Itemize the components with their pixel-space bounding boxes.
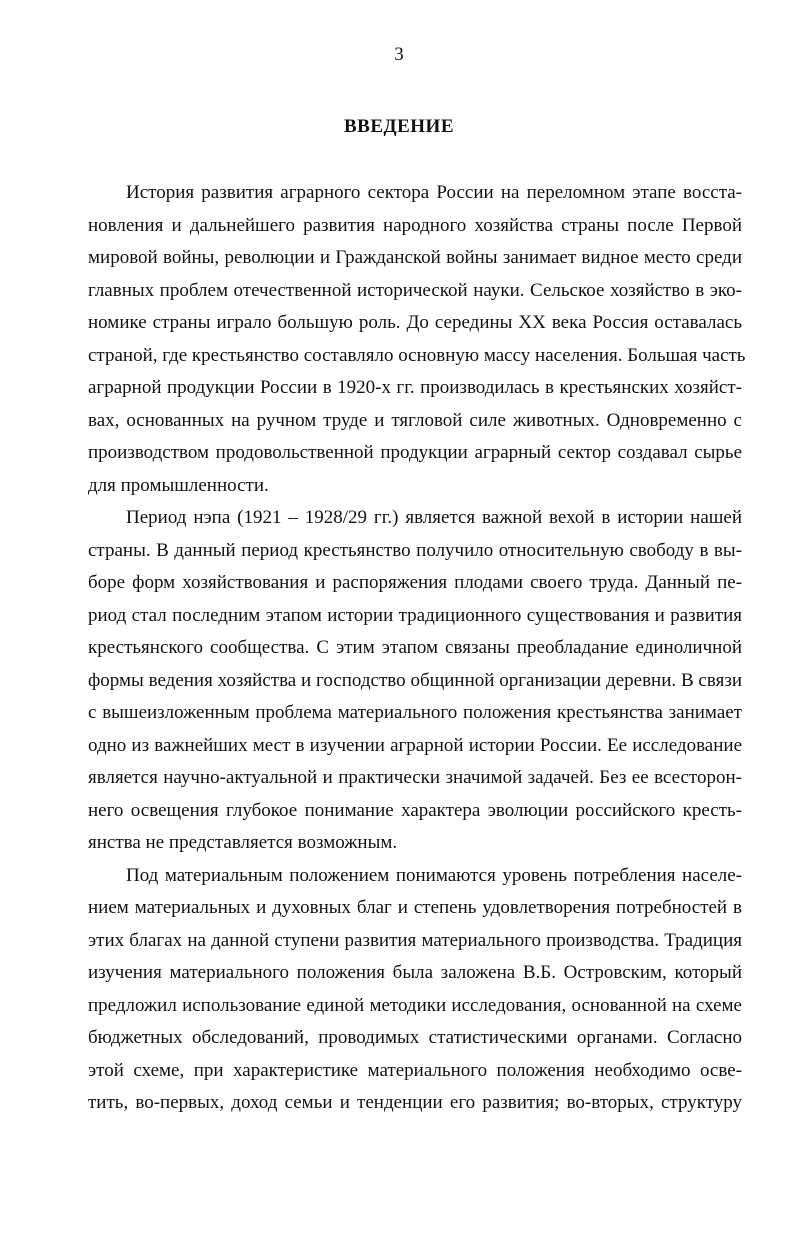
text-line: янства не представляется возможным. bbox=[88, 832, 398, 853]
text-line: боре форм хозяйствования и распоряжения плодами своего труда. Данный пе- bbox=[88, 572, 742, 593]
text-line: аграрной продукции России в 1920-х гг. производилась в крестьянских хозяйст- bbox=[88, 377, 742, 398]
text-line: одно из важнейших мест в изучении аграрной истории России. Ее исследование bbox=[88, 734, 742, 756]
text-line: формы ведения хозяйства и господство общинной организации деревни. В связи bbox=[88, 669, 742, 691]
page-number: 3 bbox=[394, 44, 404, 65]
text-line: тить, во-первых, доход семьи и тенденции его развития; во-вторых, структуру bbox=[88, 1092, 742, 1113]
text-line: вах, основанных на ручном труде и тягловой силе животных. Одновременно с bbox=[88, 409, 742, 431]
text-line: номике страны играло большую роль. До середины XX века Россия оставалась bbox=[88, 312, 742, 333]
text-line: изучения материального положения была заложена В.Б. Островским, который bbox=[88, 962, 742, 983]
text-line: с вышеизложенным проблема материального положения крестьянства занимает bbox=[88, 702, 742, 723]
text-line: крестьянского сообщества. С этим этапом связаны преобладание единоличной bbox=[88, 637, 742, 658]
paragraph-2 bbox=[88, 507, 742, 865]
text-line: страны. В данный период крестьянство получило относительную свободу в вы- bbox=[88, 539, 742, 561]
body-text bbox=[88, 182, 746, 1125]
text-line: нием материальных и духовных благ и степень удовлетворения потребностей в bbox=[88, 897, 742, 918]
text-line: бюджетных обследований, проводимых статистическими органами. Согласно bbox=[88, 1027, 742, 1048]
text-line: этих благах на данной ступени развития материального производства. Традиция bbox=[88, 929, 742, 951]
text-line: предложил использование единой методики исследования, основанной на схеме bbox=[88, 994, 742, 1016]
paragraph-3 bbox=[88, 865, 742, 1125]
text-line: риод стал последним этапом истории традиционного существования и развития bbox=[88, 604, 742, 626]
text-line: для промышленности. bbox=[88, 474, 269, 496]
text-line: является научно-актуальной и практически значимой задачей. Без ее всесторон- bbox=[88, 767, 742, 788]
section-heading: ВВЕДЕНИЕ bbox=[344, 116, 454, 137]
text-line: главных проблем отечественной исторической науки. Сельское хозяйство в эко- bbox=[88, 279, 742, 301]
text-line: Период нэпа (1921 – 1928/29 гг.) является важной вехой в истории нашей bbox=[126, 507, 742, 528]
text-line: него освещения глубокое понимание характера эволюции российского кресть- bbox=[88, 799, 742, 821]
text-line: производством продовольственной продукции аграрный сектор создавал сырье bbox=[88, 442, 742, 463]
text-line: мировой войны, революции и Гражданской войны занимает видное место среди bbox=[88, 247, 742, 268]
text-line: страной, где крестьянство составляло основную массу населения. Большая часть bbox=[88, 344, 746, 366]
text-line: История развития аграрного сектора России на переломном этапе восста- bbox=[126, 182, 742, 203]
paragraph-1 bbox=[88, 182, 746, 507]
text-line: этой схеме, при характеристике материального положения необходимо осве- bbox=[88, 1059, 742, 1081]
text-line: Под материальным положением понимаются уровень потребления населе- bbox=[126, 864, 742, 886]
text-line: новления и дальнейшего развития народного хозяйства страны после Первой bbox=[88, 214, 742, 236]
